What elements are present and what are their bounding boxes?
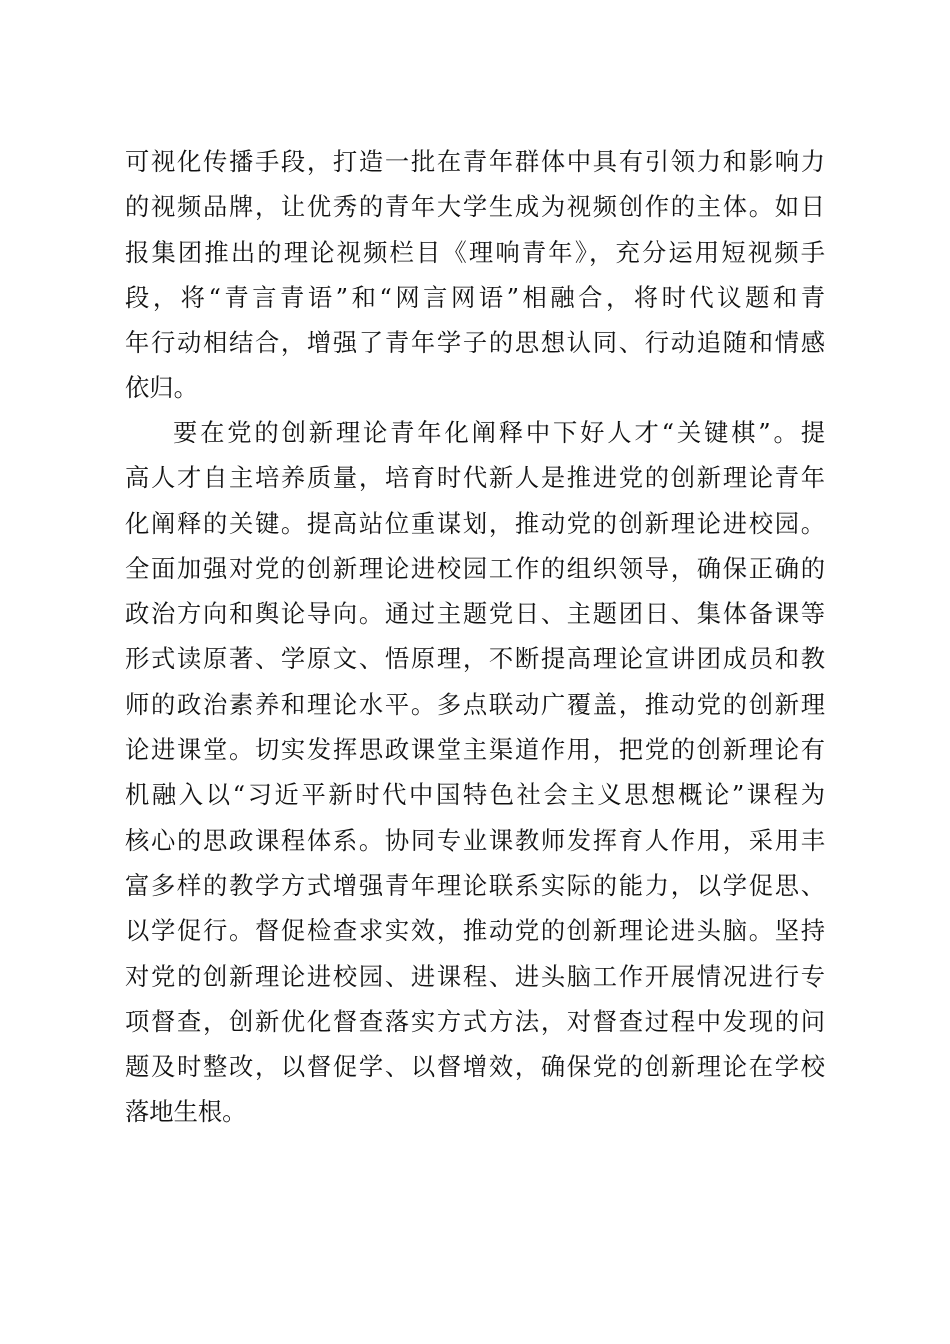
paragraph-line: 对党的创新理论进校园、进课程、进头脑工作开展情况进行专 [125, 961, 825, 991]
paragraph-line: 政治方向和舆论导向。通过主题党日、主题团日、集体备课等 [125, 599, 825, 629]
paragraph-line: 形式读原著、学原文、悟原理，不断提高理论宣讲团成员和教 [125, 644, 825, 674]
paragraph-line: 报集团推出的理论视频栏目《理响青年》，充分运用短视频手 [125, 237, 825, 267]
paragraph-line: 要在党的创新理论青年化阐释中下好人才“关键棋”。提 [173, 418, 825, 447]
paragraph-line: 可视化传播手段，打造一批在青年群体中具有引领力和影响力 [125, 147, 825, 176]
paragraph-line: 师的政治素养和理论水平。多点联动广覆盖，推动党的创新理 [125, 689, 825, 719]
paragraph-line: 题及时整改，以督促学、以督增效，确保党的创新理论在学校 [125, 1052, 825, 1082]
paragraph-line: 以学促行。督促检查求实效，推动党的创新理论进头脑。坚持 [125, 916, 825, 946]
paragraph-2 [125, 410, 825, 1135]
paragraph-line: 项督查，创新优化督查落实方式方法，对督查过程中发现的问 [125, 1006, 825, 1036]
paragraph-line: 论进课堂。切实发挥思政课堂主渠道作用，把党的创新理论有 [125, 735, 825, 765]
paragraph-line: 落地生根。 [125, 1097, 247, 1127]
paragraph-line: 化阐释的关键。提高站位重谋划，推动党的创新理论进校园。 [125, 508, 825, 538]
paragraph-line: 富多样的教学方式增强青年理论联系实际的能力，以学促思、 [125, 870, 825, 900]
paragraph-line: 机融入以“习近平新时代中国特色社会主义思想概论”课程为 [125, 780, 825, 810]
paragraph-1 [125, 139, 825, 411]
paragraph-line: 高人才自主培养质量，培育时代新人是推进党的创新理论青年 [125, 463, 825, 493]
paragraph-line: 的视频品牌，让优秀的青年大学生成为视频创作的主体。如日 [125, 192, 825, 222]
paragraph-line: 全面加强对党的创新理论进校园工作的组织领导，确保正确的 [125, 553, 825, 583]
paragraph-line: 段，将“青言青语”和“网言网语”相融合，将时代议题和青 [125, 282, 825, 312]
paragraph-line: 年行动相结合，增强了青年学子的思想认同、行动追随和情感 [125, 328, 825, 358]
paragraph-line: 依归。 [125, 373, 198, 403]
paragraph-line: 核心的思政课程体系。协同专业课教师发挥育人作用，采用丰 [125, 825, 825, 855]
